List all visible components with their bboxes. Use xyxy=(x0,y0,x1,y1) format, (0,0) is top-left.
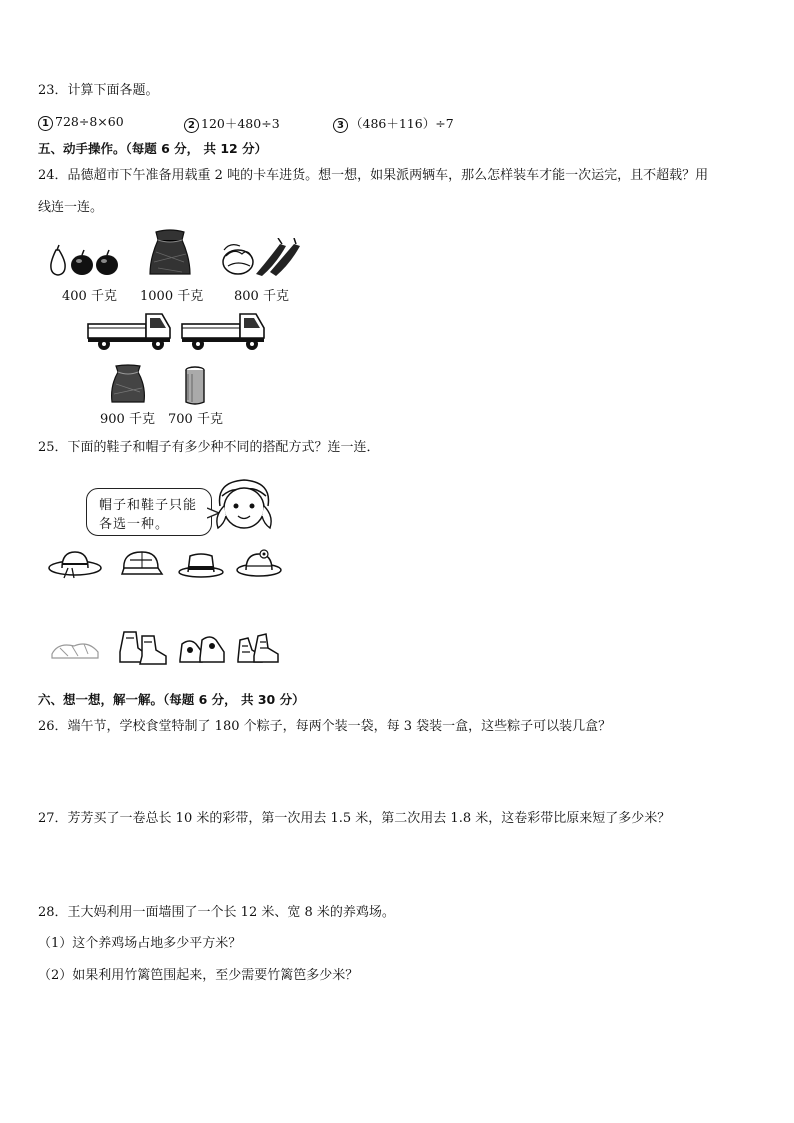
q28-sub-question-2: （2）如果利用竹篱笆围起来，至少需要竹篱笆多少米？ xyxy=(38,968,359,983)
q23-expr-1: 728÷8×60 xyxy=(55,114,124,129)
barrel-weight-label: 700 千克 xyxy=(168,412,223,427)
flower-hat-icon xyxy=(234,546,284,580)
q24-text-line1: 24．品德超市下午准备用载重 2 吨的卡车进货。想一想，如果派两辆车，那么怎样装车才能一次运完，且不超载？用 xyxy=(38,168,709,183)
boots-icon xyxy=(116,628,170,666)
high-top-shoes-icon xyxy=(234,630,282,666)
circled-number: 1 xyxy=(38,116,53,131)
sack-weight-label: 1000 千克 xyxy=(140,289,204,304)
truck-icon xyxy=(86,308,174,352)
q23-title: 23．计算下面各题。 xyxy=(38,83,159,98)
baseball-cap-icon xyxy=(118,548,164,580)
sandal-icon xyxy=(48,636,102,664)
q28-sub-question-1: （1）这个养鸡场占地多少平方米？ xyxy=(38,936,242,951)
q24-text-line2: 线连一连。 xyxy=(38,200,104,215)
circled-number: 2 xyxy=(184,118,199,133)
q25-title: 25．下面的鞋子和帽子有多少种不同的搭配方式？连一连． xyxy=(38,440,380,455)
section-5-heading: 五、动手操作。（每题 6 分， 共 12 分） xyxy=(38,141,268,156)
sack-icon xyxy=(146,228,194,278)
q23-item-1 xyxy=(38,114,124,131)
q23-expr-2: 120＋480÷3 xyxy=(201,116,280,131)
girl-avatar-icon xyxy=(212,476,278,538)
speech-line-1: 帽子和鞋子只能 xyxy=(99,498,198,513)
q27-text: 27．芳芳买了一卷总长 10 米的彩带，第一次用去 1.5 米，第二次用去 1.8 米，这卷彩带比原来短了多少米？ xyxy=(38,811,671,826)
sun-hat-with-ribbon-icon xyxy=(46,548,104,580)
q28-text: 28．王大妈利用一面墙围了一个长 12 米、宽 8 米的养鸡场。 xyxy=(38,905,395,920)
vegetable-icon xyxy=(220,238,302,278)
fruit-icon xyxy=(46,244,122,278)
circled-number: 3 xyxy=(333,118,348,133)
speech-bubble xyxy=(86,488,212,536)
fedora-hat-icon xyxy=(176,550,226,580)
truck-icon xyxy=(180,308,268,352)
section-6-heading: 六、想一想，解一解。（每题 6 分， 共 30 分） xyxy=(38,692,305,707)
small-sack-weight-label: 900 千克 xyxy=(100,412,155,427)
q23-expr-3: （486＋116）÷7 xyxy=(350,116,454,131)
q23-item-3 xyxy=(333,114,454,133)
small-sack-icon xyxy=(108,364,148,406)
q26-text: 26．端午节，学校食堂特制了 180 个粽子，每两个装一袋，每 3 袋装一盒，这些粽子可以装几盒？ xyxy=(38,719,612,734)
sneakers-icon xyxy=(176,630,228,666)
barrel-icon xyxy=(184,366,206,406)
fruit-weight-label: 400 千克 xyxy=(62,289,117,304)
vegetable-weight-label: 800 千克 xyxy=(234,289,289,304)
q23-item-2 xyxy=(184,114,280,133)
speech-line-2: 各选一种。 xyxy=(99,517,170,532)
